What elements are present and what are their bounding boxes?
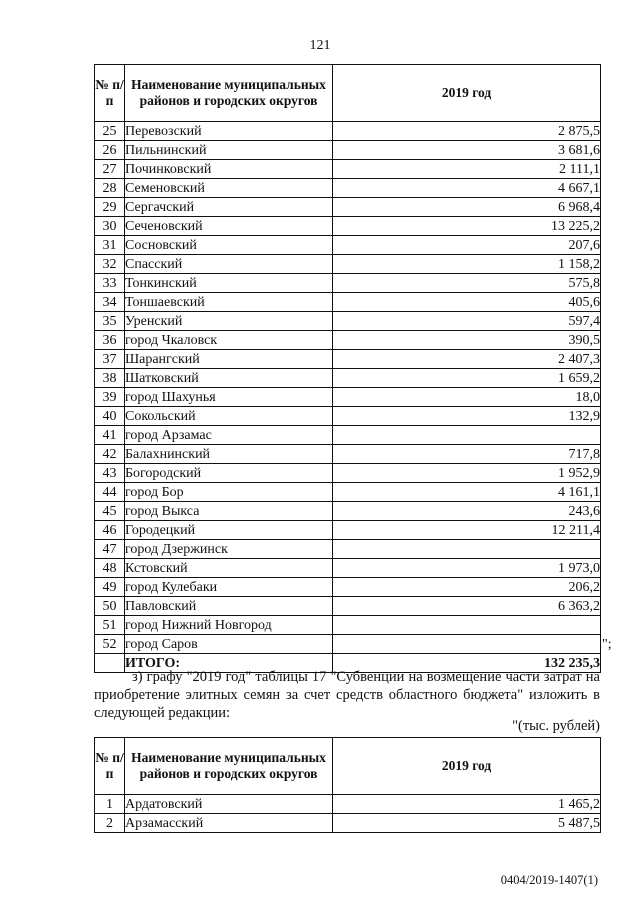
row-number: 28 (95, 179, 125, 198)
table-row (95, 521, 601, 540)
closing-quote-mark: "; (602, 637, 612, 652)
row-value: 1 952,9 (333, 464, 601, 483)
row-name: Балахнинский (125, 445, 333, 464)
unit-note: "(тыс. рублей) (512, 718, 600, 734)
row-name: Городецкий (125, 521, 333, 540)
row-name: Шатковский (125, 369, 333, 388)
row-name: Тонкинский (125, 274, 333, 293)
row-number: 45 (95, 502, 125, 521)
row-value: 597,4 (333, 312, 601, 331)
row-value: 2 875,5 (333, 122, 601, 141)
row-number: 47 (95, 540, 125, 559)
table-row (95, 312, 601, 331)
table-row (95, 597, 601, 616)
row-number: 31 (95, 236, 125, 255)
row-value: 5 487,5 (333, 814, 601, 833)
row-number: 46 (95, 521, 125, 540)
table-row (95, 464, 601, 483)
row-value: 405,6 (333, 293, 601, 312)
table-row (95, 795, 601, 814)
table-row (95, 407, 601, 426)
row-value: 4 161,1 (333, 483, 601, 502)
table-row (95, 274, 601, 293)
table-row (95, 388, 601, 407)
row-number: 38 (95, 369, 125, 388)
table-row (95, 236, 601, 255)
table-row (95, 160, 601, 179)
row-number: 48 (95, 559, 125, 578)
table-row (95, 502, 601, 521)
amendment-paragraph: з) графу "2019 год" таблицы 17 "Субвенции на возмещение части затрат на приобретение элитных семян за счет средств областного бюджета" изложить в следующей редакции: (94, 669, 600, 721)
row-value: 132,9 (333, 407, 601, 426)
table-row (95, 217, 601, 236)
row-value: 6 363,2 (333, 597, 601, 616)
header-year: 2019 год (333, 65, 601, 122)
row-name: город Кулебаки (125, 578, 333, 597)
row-name: город Нижний Новгород (125, 616, 333, 635)
row-value: 1 158,2 (333, 255, 601, 274)
row-number: 43 (95, 464, 125, 483)
total-label: ИТОГО: (125, 654, 333, 673)
row-number: 37 (95, 350, 125, 369)
row-number: 27 (95, 160, 125, 179)
row-number: 51 (95, 616, 125, 635)
table-row (95, 616, 601, 635)
table-row (95, 122, 601, 141)
row-name: Богородский (125, 464, 333, 483)
table-row (95, 198, 601, 217)
row-value: 1 659,2 (333, 369, 601, 388)
table-row (95, 255, 601, 274)
table-17 (94, 737, 601, 833)
row-value (333, 616, 601, 635)
table-row (95, 540, 601, 559)
table-row (95, 635, 601, 654)
table-row (95, 141, 601, 160)
row-name: Перевозский (125, 122, 333, 141)
row-name: город Бор (125, 483, 333, 502)
row-number: 25 (95, 122, 125, 141)
row-name: Арзамасский (125, 814, 333, 833)
row-number: 33 (95, 274, 125, 293)
row-number: 36 (95, 331, 125, 350)
row-number: 30 (95, 217, 125, 236)
row-number: 26 (95, 141, 125, 160)
row-number: 42 (95, 445, 125, 464)
header-name: Наименование муниципальных районов и городских округов (125, 738, 333, 795)
row-name: Сосновский (125, 236, 333, 255)
row-name: Сергачский (125, 198, 333, 217)
row-number: 32 (95, 255, 125, 274)
row-name: город Выкса (125, 502, 333, 521)
row-name: Пильнинский (125, 141, 333, 160)
row-number: 29 (95, 198, 125, 217)
header-year: 2019 год (333, 738, 601, 795)
row-value: 1 973,0 (333, 559, 601, 578)
table-row (95, 578, 601, 597)
row-name: Ардатовский (125, 795, 333, 814)
row-number: 44 (95, 483, 125, 502)
document-code: 0404/2019-1407(1) (500, 873, 598, 887)
row-number: 35 (95, 312, 125, 331)
row-name: Сеченовский (125, 217, 333, 236)
page-number: 121 (309, 38, 331, 53)
row-number: 2 (95, 814, 125, 833)
table-row (95, 331, 601, 350)
row-name: город Арзамас (125, 426, 333, 445)
table-row (95, 369, 601, 388)
row-number: 50 (95, 597, 125, 616)
row-value: 206,2 (333, 578, 601, 597)
table-row (95, 293, 601, 312)
table-row (95, 179, 601, 198)
header-name: Наименование муниципальных районов и городских округов (125, 65, 333, 122)
row-name: город Дзержинск (125, 540, 333, 559)
row-name: Шарангский (125, 350, 333, 369)
row-number: 1 (95, 795, 125, 814)
row-value: 717,8 (333, 445, 601, 464)
row-value: 18,0 (333, 388, 601, 407)
row-name: Уренский (125, 312, 333, 331)
row-value: 12 211,4 (333, 521, 601, 540)
row-number: 41 (95, 426, 125, 445)
row-number: 40 (95, 407, 125, 426)
row-value: 390,5 (333, 331, 601, 350)
table-row (95, 483, 601, 502)
row-name: Сокольский (125, 407, 333, 426)
row-name: город Чкаловск (125, 331, 333, 350)
table-row (95, 426, 601, 445)
table-row (95, 350, 601, 369)
row-name: город Шахунья (125, 388, 333, 407)
row-value: 2 111,1 (333, 160, 601, 179)
row-name: Спасский (125, 255, 333, 274)
row-value (333, 540, 601, 559)
row-name: Починковский (125, 160, 333, 179)
row-number: 39 (95, 388, 125, 407)
table-row (95, 445, 601, 464)
header-number: № п/п (95, 738, 125, 795)
table-row (95, 559, 601, 578)
row-number: 52 (95, 635, 125, 654)
row-value: 3 681,6 (333, 141, 601, 160)
header-number: № п/п (95, 65, 125, 122)
subventions-table (94, 64, 601, 673)
row-name: город Саров (125, 635, 333, 654)
row-value (333, 635, 601, 654)
row-value: 2 407,3 (333, 350, 601, 369)
table-header-row (95, 65, 601, 122)
row-value: 1 465,2 (333, 795, 601, 814)
row-name: Тоншаевский (125, 293, 333, 312)
row-name: Семеновский (125, 179, 333, 198)
row-value: 243,6 (333, 502, 601, 521)
row-value: 207,6 (333, 236, 601, 255)
row-value: 6 968,4 (333, 198, 601, 217)
row-value: 4 667,1 (333, 179, 601, 198)
row-name: Павловский (125, 597, 333, 616)
total-value: 132 235,3 (333, 654, 601, 673)
row-value: 13 225,2 (333, 217, 601, 236)
row-value: 575,8 (333, 274, 601, 293)
row-number: 34 (95, 293, 125, 312)
row-number: 49 (95, 578, 125, 597)
table-row (95, 814, 601, 833)
row-value (333, 426, 601, 445)
table-header-row (95, 738, 601, 795)
row-name: Кстовский (125, 559, 333, 578)
